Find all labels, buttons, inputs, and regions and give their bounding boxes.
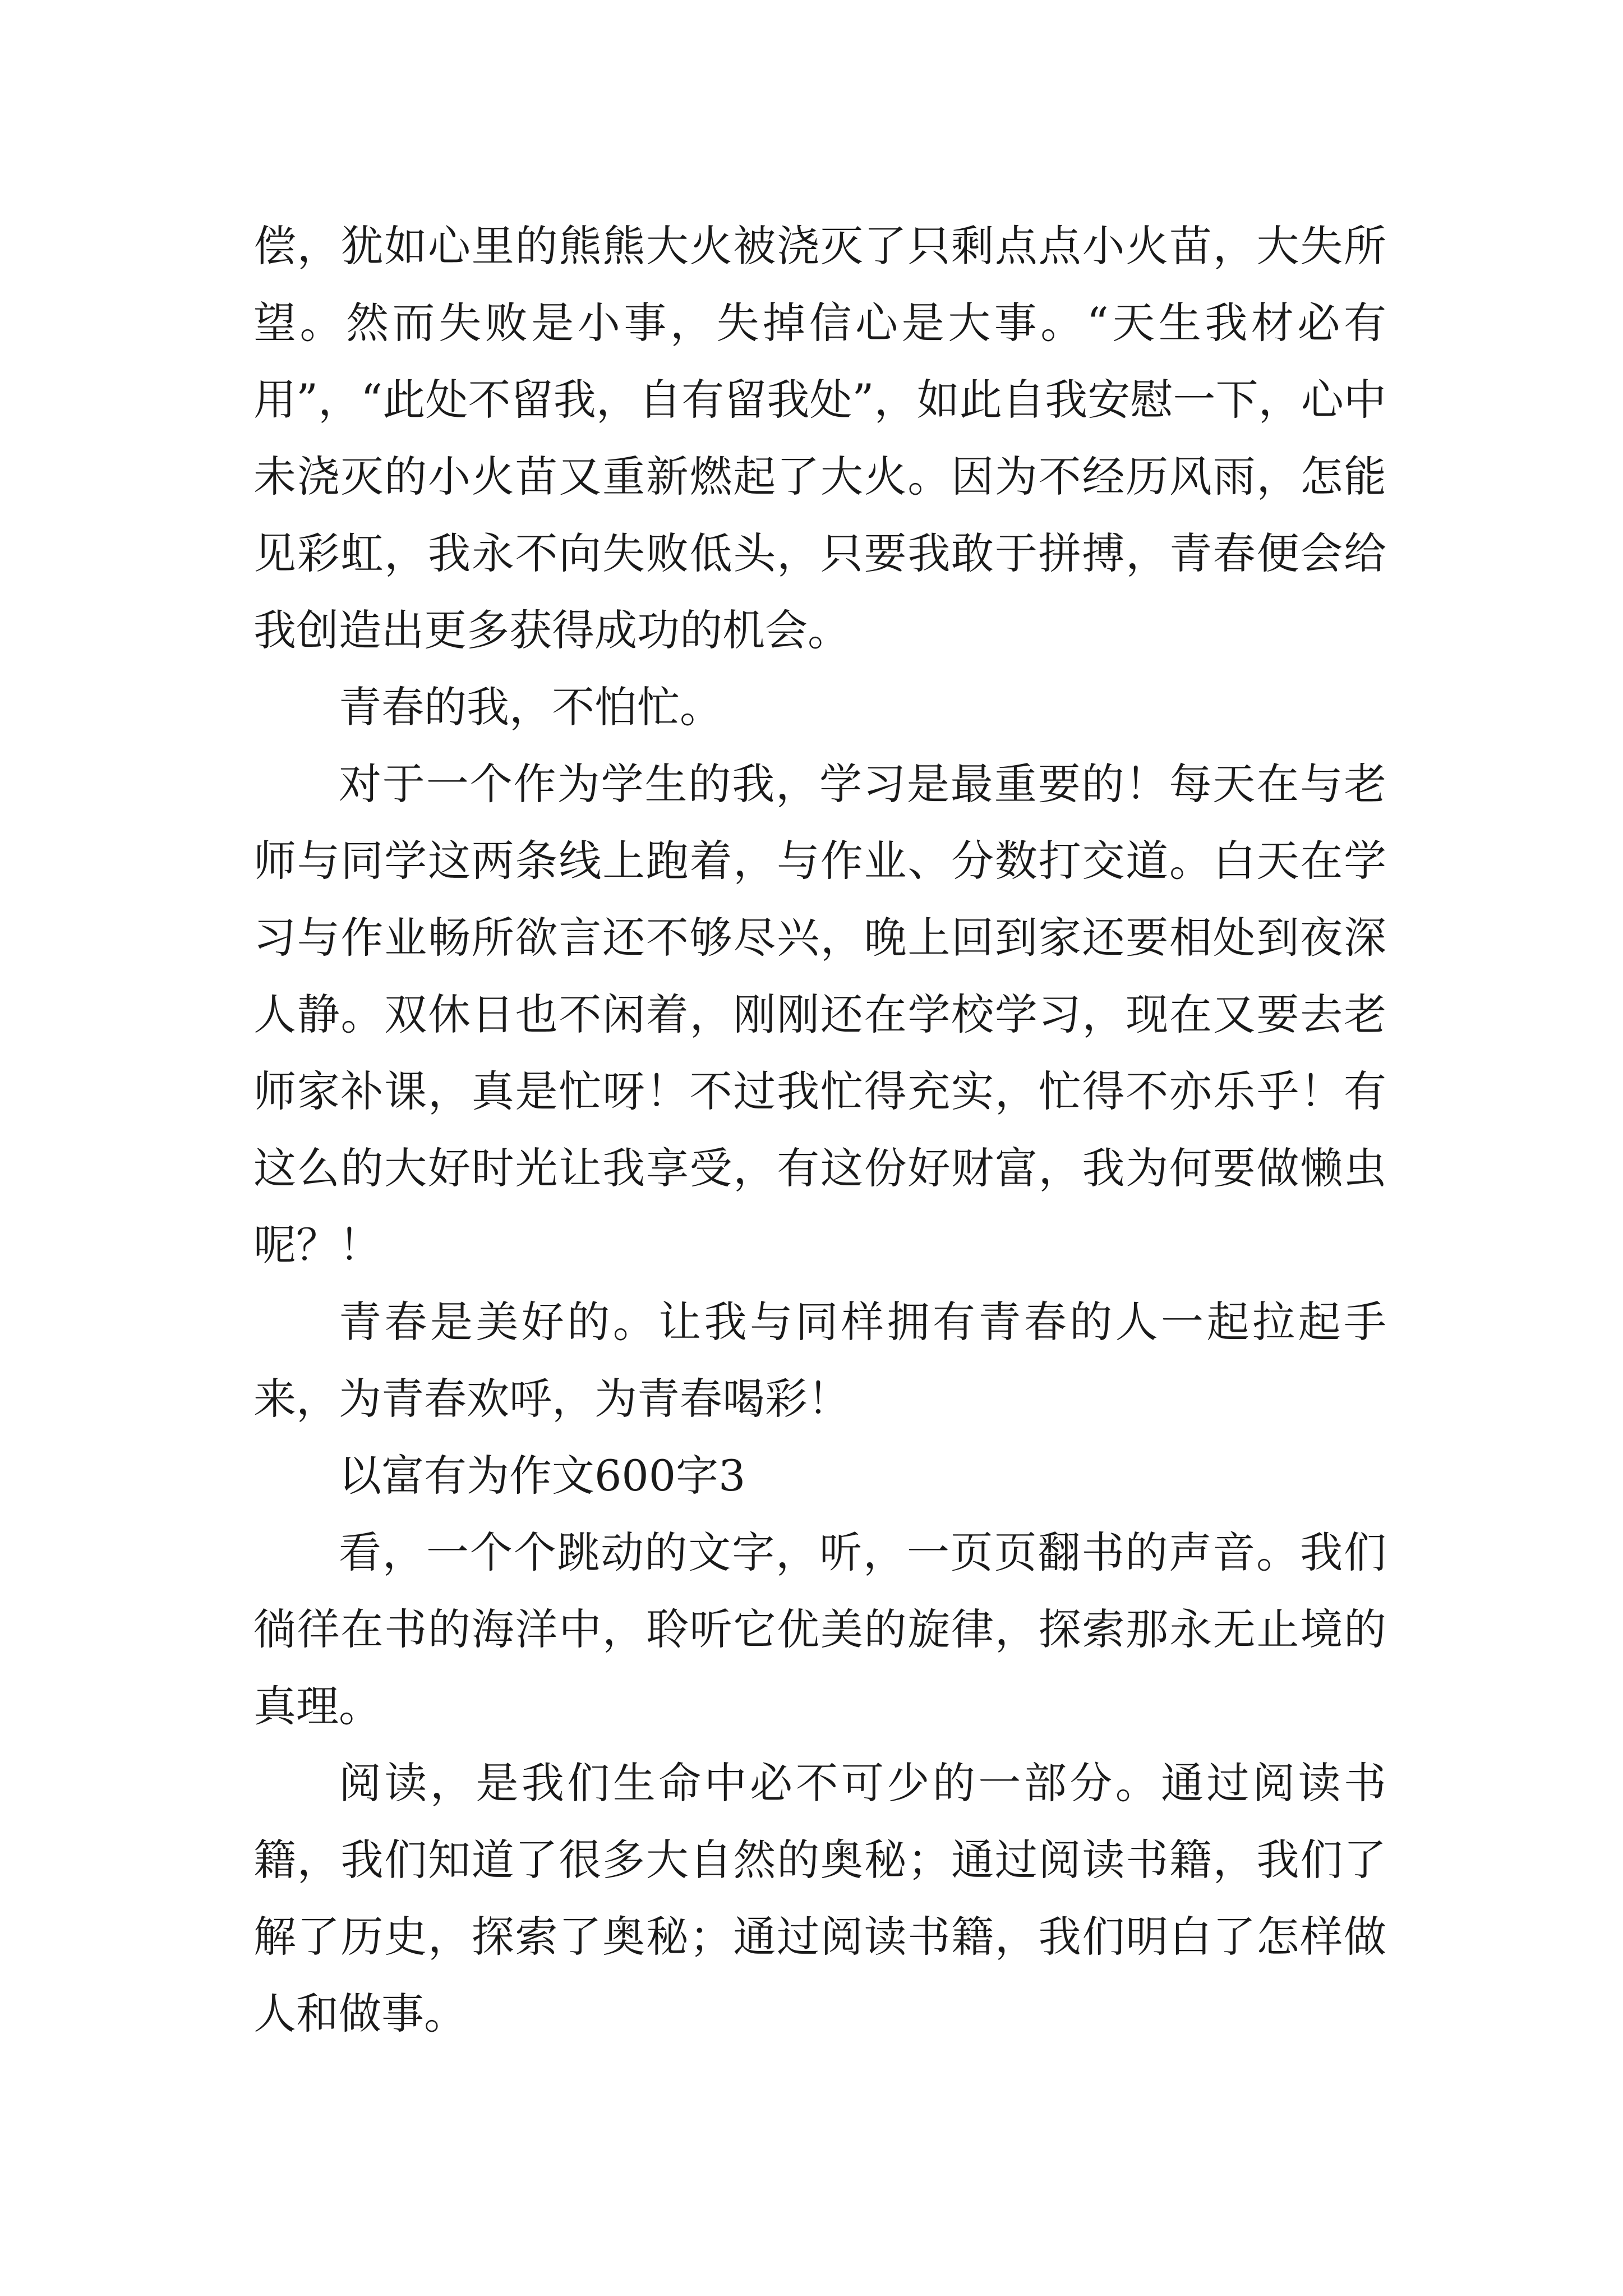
paragraph-youth-not-busy: 青春的我，不怕忙。 [339,682,722,732]
paragraph-youth-beautiful: 青春是美好的。让我与同样拥有青春的人一起拉起手来，为青春欢呼，为青春喝彩！ [253,1297,1386,1424]
paragraph-reading-intro: 看，一个个跳动的文字，听，一页页翻书的声音。我们徜徉在书的海洋中，聆听它优美的旋律，探索那永无止境的真理。 [253,1527,1386,1731]
document-body [253,208,1386,2052]
paragraph-student-life: 对于一个作为学生的我，学习是最重要的！每天在与老师与同学这两条线上跑着，与作业、分数打交道。白天在学习与作业畅所欲言还不够尽兴，晚上回到家还要相处到夜深人静。双休日也不闲着，刚刚还在学校学习，现在又要去老师家补课，真是忙呀！不过我忙得充实，忙得不亦乐乎！有这么的大好时光让我享受，有这份好财富，我为何要做懒虫呢？！ [253,759,1386,1270]
paragraph-reading-importance: 阅读，是我们生命中必不可少的一部分。通过阅读书籍，我们知道了很多大自然的奥秘；通过阅读书籍，我们了解了历史，探索了奥秘；通过阅读书籍，我们明白了怎样做人和做事。 [253,1758,1386,2039]
paragraph-continuation: 偿，犹如心里的熊熊大火被浇灭了只剩点点小火苗，大失所望。然而失败是小事，失掉信心是大事。“天生我材必有用”，“此处不留我，自有留我处”，如此自我安慰一下，心中未浇灭的小火苗又重新燃起了大火。因为不经历风雨，怎能见彩虹，我永不向失败低头，只要我敢于拼搏，青春便会给我创造出更多获得成功的机会。 [253,221,1386,655]
essay-title: 以富有为作文600字3 [339,1451,746,1501]
